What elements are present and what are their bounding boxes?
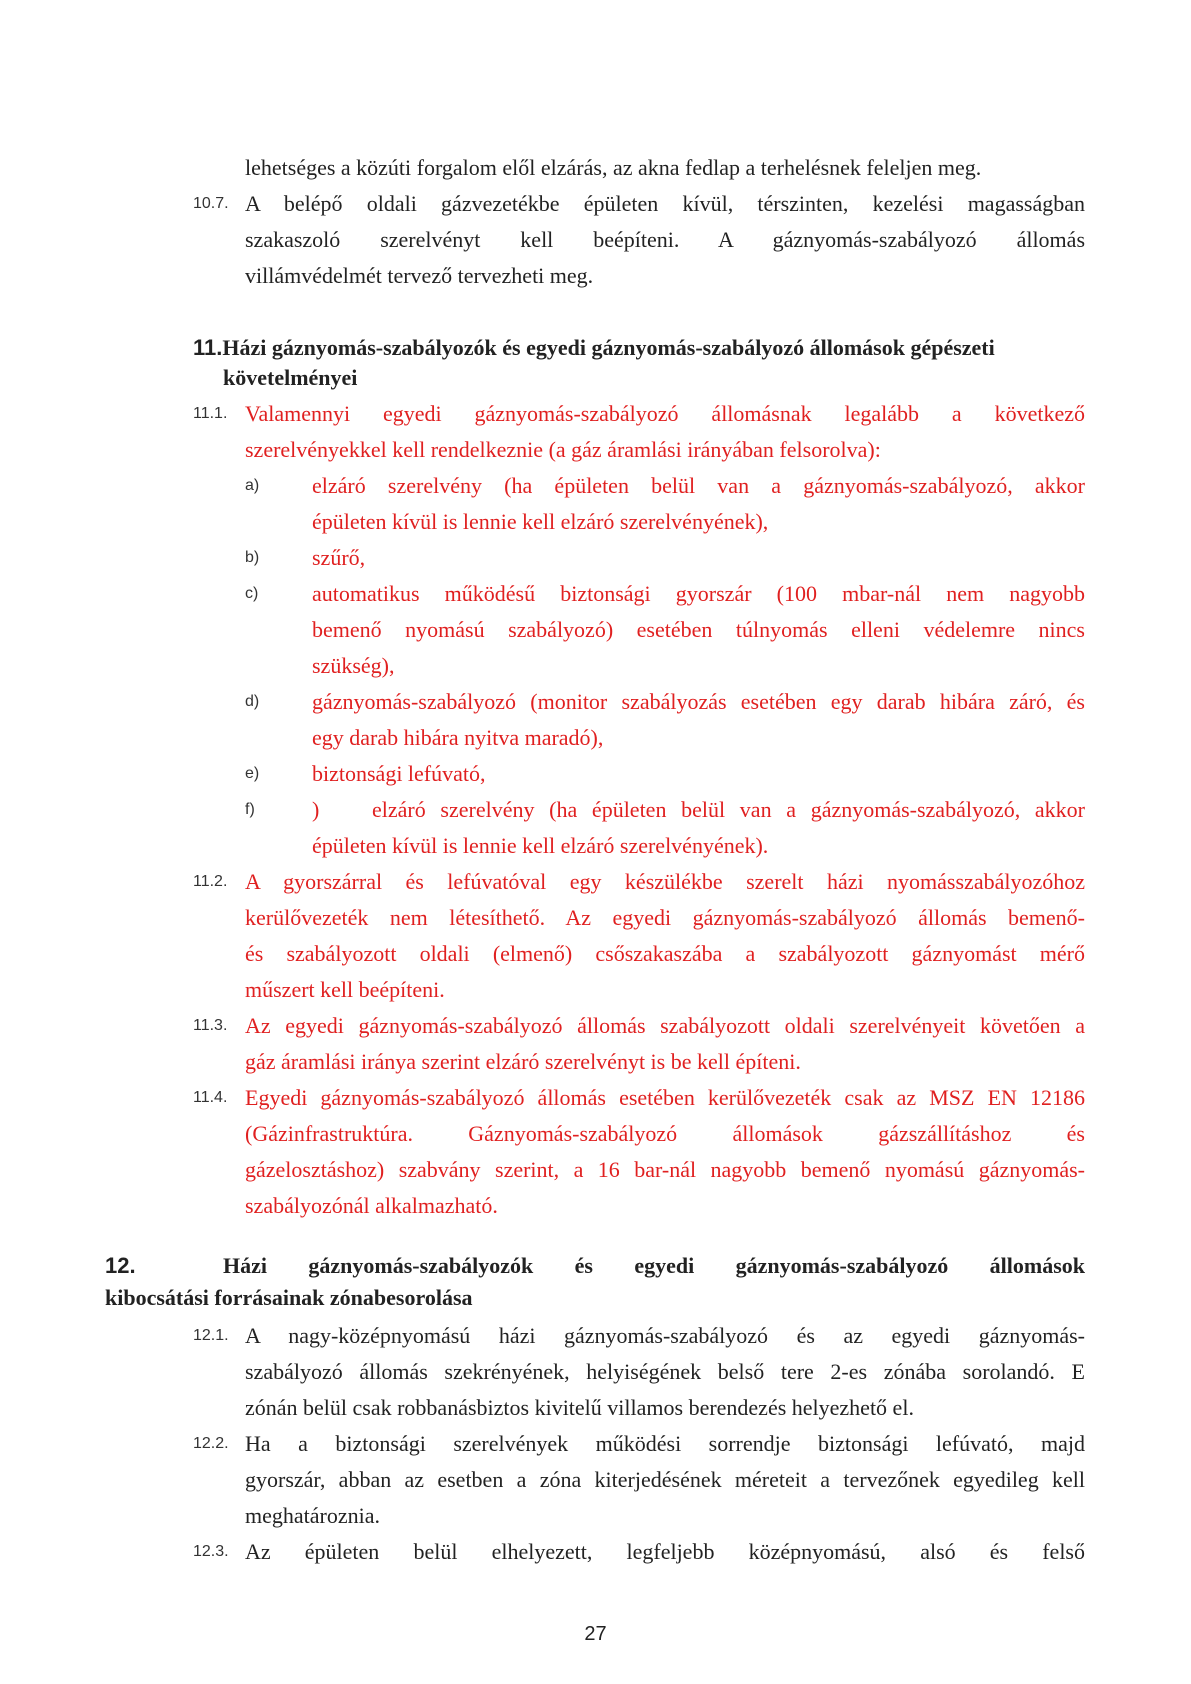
section-heading-text: Házi gáznyomás-szabályozók és egyedi gáznyomás-szabályozó állomások gépészeti xyxy=(222,335,995,360)
body-text-line: műszert kell beépíteni. xyxy=(245,977,445,1002)
body-text-line: gyorszár, abban az esetben a zóna kiterjedésének méreteit a tervezőnek egyedileg kell xyxy=(245,1467,1085,1492)
body-text-line: villámvédelmét tervező tervezheti meg. xyxy=(245,263,594,288)
clause-number: 12.3. xyxy=(193,1543,229,1560)
body-text-line: A gyorszárral és lefúvatóval egy készülékbe szerelt házi nyomásszabályozóhoz xyxy=(245,869,1085,894)
list-item-line: szükség), xyxy=(312,653,395,678)
body-text-line: és szabályozott oldali (elmenő) csőszakaszába a szabályozott gáznyomást mérő xyxy=(245,941,1085,966)
body-text-line: Ha a biztonsági szerelvények működési sorrendje biztonsági lefúvató, majd xyxy=(245,1431,1085,1456)
list-item-label: e) xyxy=(245,765,260,782)
body-text-line: zónán belül csak robbanásbiztos kivitelű villamos berendezés helyezhető el. xyxy=(245,1395,914,1420)
body-text-line: A belépő oldali gázvezetékbe épületen kívül, térszinten, kezelési magasságban xyxy=(245,191,1085,216)
section-heading xyxy=(193,332,995,364)
list-item-line: épületen kívül is lennie kell elzáró szerelvényének), xyxy=(312,509,769,534)
clause-number: 11.3. xyxy=(193,1017,228,1034)
body-text-line: szabályozó állomás szekrényének, helyiségének belső tere 2-es zónába sorolandó. E xyxy=(245,1359,1085,1384)
body-text-line: Az egyedi gáznyomás-szabályozó állomás szabályozott oldali szerelvényeit követően a xyxy=(245,1013,1085,1038)
list-item-line: elzáró szerelvény (ha épületen belül van a gáznyomás-szabályozó, akkor xyxy=(372,797,1085,822)
clause-number: 10.7. xyxy=(193,195,229,212)
body-text-line: (Gázinfrastruktúra. Gáznyomás-szabályozó állomások gázszállításhoz és xyxy=(245,1121,1085,1146)
body-text-line: lehetséges a közúti forgalom elől elzárás, az akna fedlap a terhelésnek feleljen meg. xyxy=(245,155,982,180)
clause-number: 11.4. xyxy=(193,1089,228,1106)
section-heading-number: 11. xyxy=(193,335,223,360)
section-heading-number-text: 12. xyxy=(105,1253,136,1278)
body-text-line: gázelosztáshoz) szabvány szerint, a 16 bar-nál nagyobb bemenő nyomású gáznyomás- xyxy=(245,1157,1085,1182)
body-text-line: meghatároznia. xyxy=(245,1503,380,1528)
body-text-line: gáz áramlási iránya szerint elzáró szerelvényt is be kell építeni. xyxy=(245,1049,801,1074)
list-item-line: bemenő nyomású szabályozó) esetében túlnyomás elleni védelemre nincs xyxy=(312,617,1085,642)
list-item-label: b) xyxy=(245,549,260,566)
section-heading-continuation: kibocsátási forrásainak zónabesorolása xyxy=(105,1285,473,1310)
list-item-line: biztonsági lefúvató, xyxy=(312,761,486,786)
section-heading-text: Házi gáznyomás-szabályozók és egyedi gáznyomás-szabályozó állomások xyxy=(223,1253,1085,1278)
section-heading-continuation: követelményei xyxy=(223,365,358,390)
list-item-label: c) xyxy=(245,585,259,602)
list-item-line: épületen kívül is lennie kell elzáró szerelvényének). xyxy=(312,833,769,858)
clause-number: 12.2. xyxy=(193,1435,229,1452)
body-text-line: A nagy-középnyomású házi gáznyomás-szabályozó és az egyedi gáznyomás- xyxy=(245,1323,1085,1348)
clause-number: 12.1. xyxy=(193,1327,229,1344)
list-item-prefix: ) xyxy=(312,797,320,822)
list-item-label: d) xyxy=(245,693,260,710)
clause-number: 11.1. xyxy=(193,405,228,422)
section-heading-number xyxy=(105,1250,136,1282)
list-item-line: elzáró szerelvény (ha épületen belül van a gáznyomás-szabályozó, akkor xyxy=(312,473,1085,498)
body-text-line: kerülővezeték nem létesíthető. Az egyedi gáznyomás-szabályozó állomás bemenő- xyxy=(245,905,1085,930)
body-text-line: szabályozónál alkalmazható. xyxy=(245,1193,498,1218)
list-item-line: szűrő, xyxy=(312,545,366,570)
clause-number: 11.2. xyxy=(193,873,228,890)
list-item-line: egy darab hibára nyitva maradó), xyxy=(312,725,604,750)
body-text-line: szakaszoló szerelvényt kell beépíteni. A gáznyomás-szabályozó állomás xyxy=(245,227,1085,252)
list-item-label: f) xyxy=(245,801,255,818)
body-text-line: Az épületen belül elhelyezett, legfeljebb középnyomású, alsó és felső xyxy=(245,1539,1085,1564)
body-text-line: Valamennyi egyedi gáznyomás-szabályozó állomásnak legalább a következő xyxy=(245,401,1085,426)
list-item-label: a) xyxy=(245,477,260,494)
body-text-line: Egyedi gáznyomás-szabályozó állomás esetében kerülővezeték csak az MSZ EN 12186 xyxy=(245,1085,1085,1110)
page-number: 27 xyxy=(584,1623,607,1645)
list-item-line: automatikus működésű biztonsági gyorszár (100 mbar-nál nem nagyobb xyxy=(312,581,1085,606)
body-text-line: szerelvényekkel kell rendelkeznie (a gáz áramlási irányában felsorolva): xyxy=(245,437,881,462)
list-item-line: gáznyomás-szabályozó (monitor szabályozás esetében egy darab hibára záró, és xyxy=(312,689,1085,714)
